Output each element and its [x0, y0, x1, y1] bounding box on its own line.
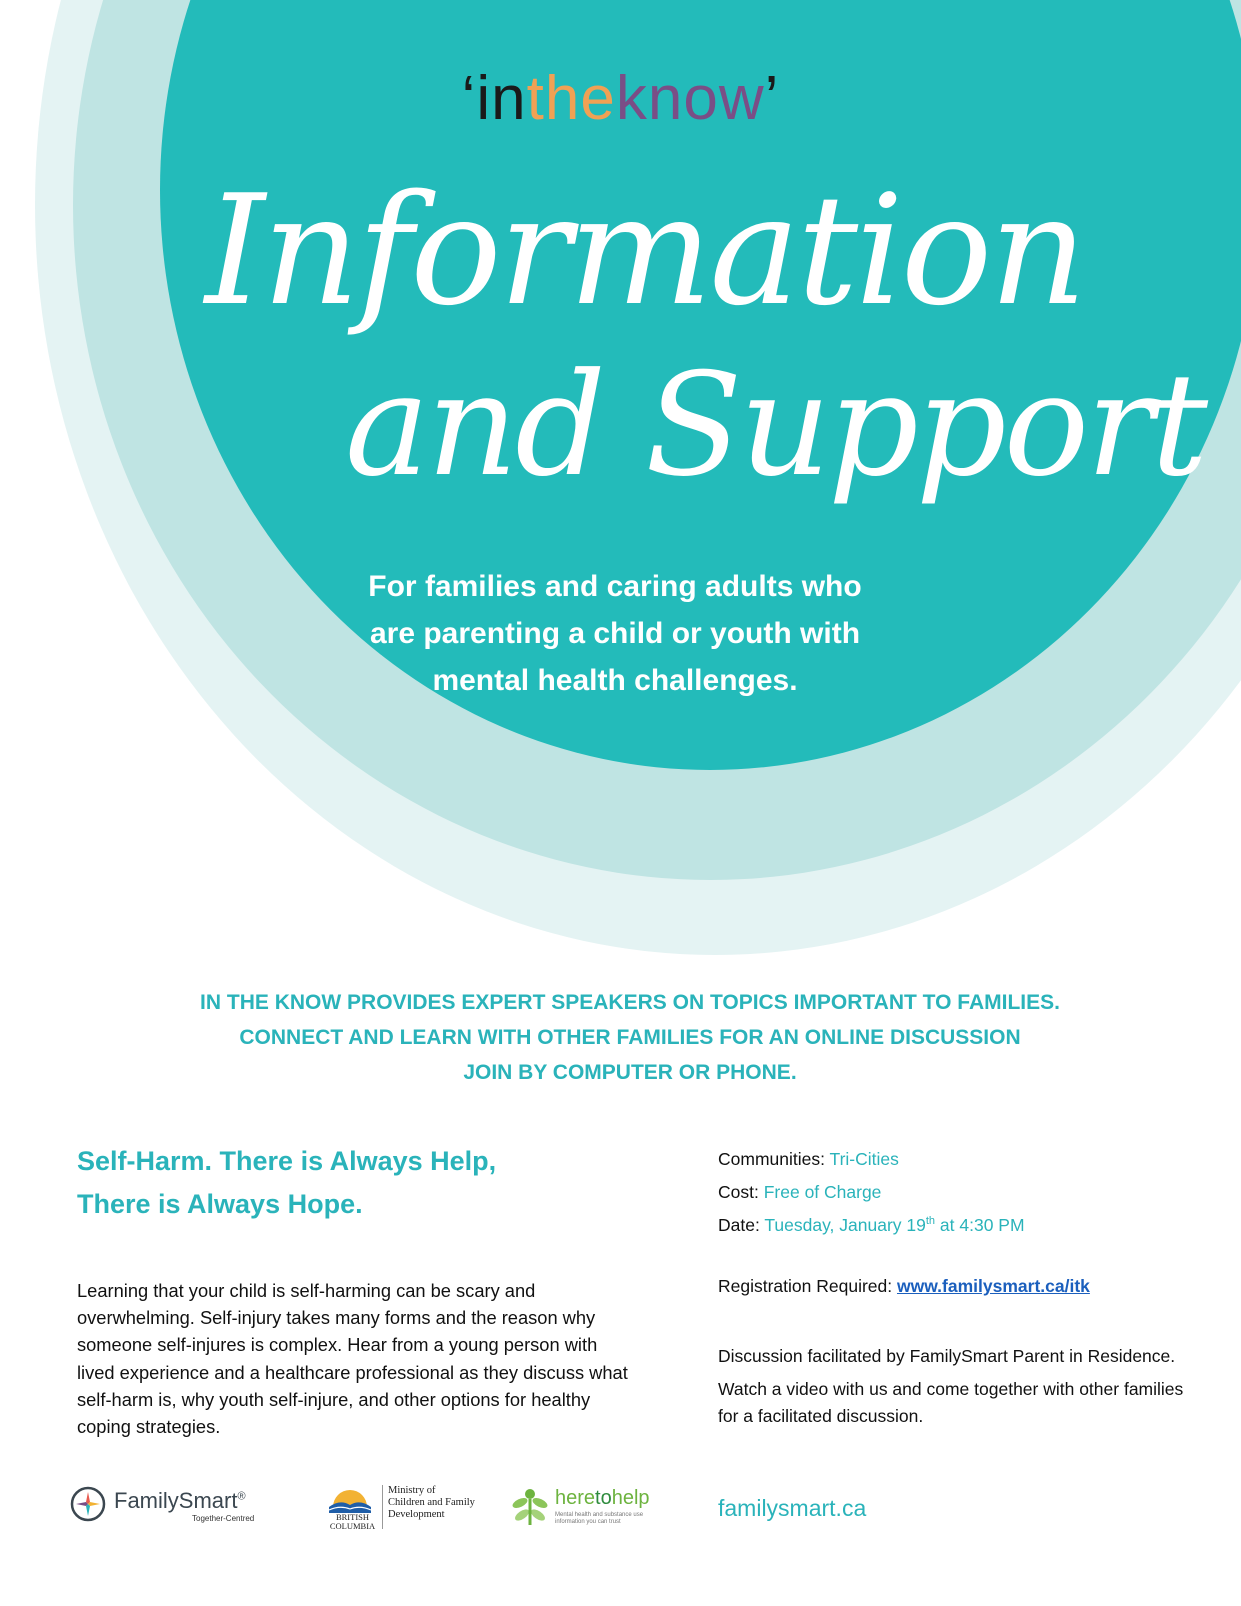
event-description: Learning that your child is self-harming can be scary and overwhelming. Self-injury takes many forms and the reason why someone self-injures is complex. Hear from a young person with lived experience and a healthcare professional as they discuss what self-harm is, why youth self-injure, and other options for healthy coping strategies. — [77, 1280, 628, 1438]
intro-line: CONNECT AND LEARN WITH OTHER FAMILIES FOR AN ONLINE DISCUSSION — [239, 1026, 1021, 1049]
subtitle-line: mental health challenges. — [432, 664, 798, 697]
logo-divider — [382, 1485, 383, 1529]
registration-label: Registration Required: — [718, 1276, 897, 1296]
facilitated-text: Discussion facilitated by FamilySmart Parent in Residence. — [718, 1346, 1176, 1366]
leaf-person-icon — [510, 1485, 550, 1529]
event-title-line: There is Always Hope. — [77, 1189, 363, 1219]
ministry-name — [388, 1485, 518, 1521]
registration — [718, 1276, 1090, 1297]
familysmart-name — [114, 1488, 246, 1514]
familysmart-logo — [70, 1485, 290, 1525]
date-suffix: th — [925, 1215, 936, 1228]
brand-quote-open: ‘ — [461, 64, 477, 133]
registration-link[interactable]: www.familysmart.ca/itk — [896, 1276, 1090, 1296]
familysmart-tagline: Together-Centred — [192, 1514, 255, 1523]
subtitle-line: are parenting a child or youth with — [369, 617, 861, 650]
intro-line: JOIN BY COMPUTER OR PHONE. — [463, 1061, 797, 1084]
heretohelp-part-to: to — [595, 1487, 612, 1509]
title-information: Information — [205, 162, 1085, 339]
bc-name-line: COLUMBIA — [329, 1521, 376, 1531]
heretohelp-logo — [510, 1482, 670, 1530]
subtitle — [250, 563, 980, 704]
heretohelp-part-help: help — [611, 1487, 650, 1509]
ministry-line: Children and Family — [388, 1497, 475, 1508]
brand-quote-close: ’ — [764, 64, 780, 133]
website-url[interactable]: familysmart.ca — [718, 1495, 867, 1521]
watch-text: Watch a video with us and come together with other families for a facilitated discussion. — [718, 1379, 1184, 1426]
familysmart-registered: ® — [237, 1490, 246, 1503]
ministry-line: Development — [388, 1509, 445, 1520]
cost-value: Free of Charge — [763, 1182, 882, 1202]
communities-row — [718, 1143, 1218, 1176]
brand-part-know: know — [615, 64, 765, 133]
bc-name-line: BRITISH — [335, 1512, 370, 1522]
event-title-line: Self-Harm. There is Always Help, — [77, 1146, 497, 1176]
date-label: Date: — [718, 1215, 765, 1235]
communities-label: Communities: — [718, 1149, 830, 1169]
familysmart-name-text: FamilySmart — [114, 1488, 238, 1513]
heretohelp-name — [555, 1487, 650, 1510]
bc-name — [325, 1513, 380, 1531]
brand-part-in: in — [476, 64, 527, 133]
intro-text — [60, 985, 1200, 1090]
heretohelp-tagline: Mental health and substance use information you can trust — [555, 1512, 644, 1525]
subtitle-line: For families and caring adults who — [368, 570, 862, 603]
ministry-line: Ministry of — [388, 1485, 436, 1496]
communities-value: Tri-Cities — [829, 1149, 899, 1169]
event-details — [718, 1143, 1218, 1242]
brand-part-the: the — [526, 64, 616, 133]
intheknow-wordmark — [0, 64, 1241, 133]
facilitation-info — [718, 1343, 1208, 1436]
cost-label: Cost: — [718, 1182, 764, 1202]
event-title — [77, 1140, 637, 1226]
bc-ministry-logo — [325, 1483, 495, 1531]
date-row — [718, 1209, 1218, 1242]
heretohelp-part-here: here — [555, 1487, 596, 1509]
intro-line: IN THE KNOW PROVIDES EXPERT SPEAKERS ON TOPICS IMPORTANT TO FAMILIES. — [200, 991, 1060, 1014]
title-and-support: and Support — [345, 343, 1206, 508]
date-time: at 4:30 PM — [935, 1215, 1025, 1235]
familysmart-star-icon — [70, 1486, 106, 1522]
cost-row — [718, 1176, 1218, 1209]
date-value — [764, 1215, 1024, 1235]
date-day: Tuesday, January 19 — [764, 1215, 926, 1235]
